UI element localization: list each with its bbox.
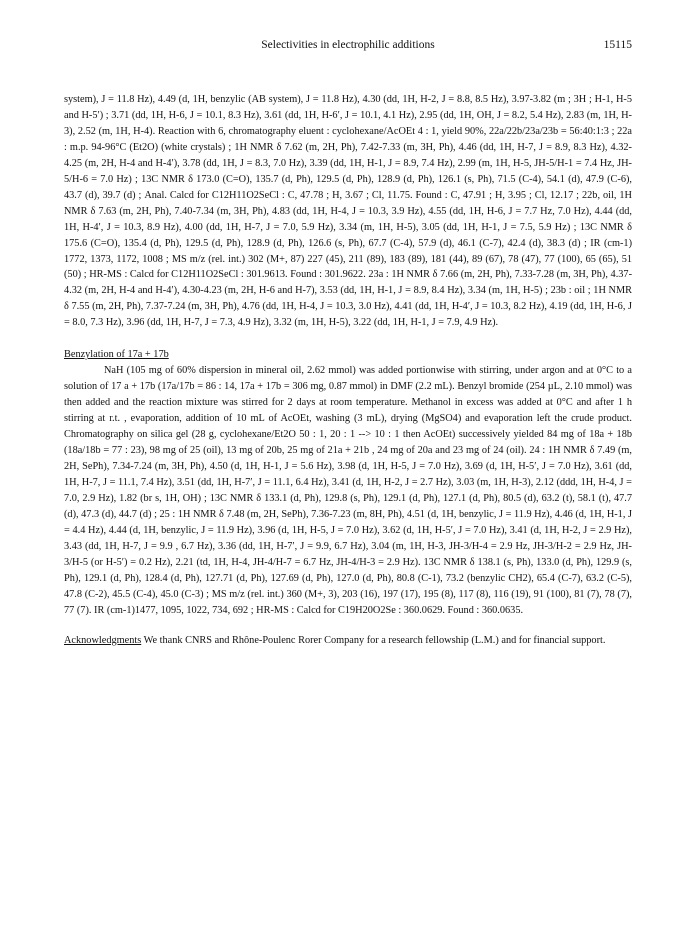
running-title: Selectivities in electrophilic additions [261,39,435,51]
running-header [64,39,632,55]
section-title: Benzylation of 17a + 17b [64,349,169,361]
experimental-paragraph-continued: system), J = 11.8 Hz), 4.49 (d, 1H, benzylic (AB system), J = 11.8 Hz), 4.30 (dd, 1H, H-2, J = 8.8, 8.5 Hz), 3.97-3.82 (m ; 3H ; H-1, H-5 and H-5′) ; 3.71 (dd, 1H, H-6, J = 10.1, 8.3 Hz), 3.61 (dd, 1H, H-6′, J = 10.1, 4.1 Hz), 2.95 (dd, 1H, OH, J = 8.2, 5.4 Hz), 2.83 (m, 1H, H-3), 2.52 (m, 1H, H-4). Reaction with 6, chromatography eluent : cyclohexane/AcOEt 4 : 1, yield 90%, 22a/22b/23a/23b = 56:40:1:3 ; 22a : m.p. 94-96°C (Et2O) (white crystals) ; 1H NMR δ 7.62 (m, 2H, Ph), 7.42-7.33 (m, 3H, Ph), 4.46 (dd, 1H, H-7, J = 8.9, 8.3 Hz), 4.32-4.25 (m, 2H, H-4 and H-4′), 3.78 (dd, 1H, J = 8.3, 7.0 Hz), 3.39 (dd, 1H, H-1, J = 8.9, 7.4 Hz), 2.99 (m, 1H, H-5, JH-5/H-1 = 7.4 Hz, JH-5/H-6 = 7.0 Hz) ; 13C NMR δ 173.0 (C=O), 135.7 (d, Ph), 129.5 (d, Ph), 128.9 (d, Ph), 126.1 (s, Ph), 71.5 (C-4), 54.1 (d), 47.9 (C-6), 43.7 (d), 39.7 (d) ; Anal. Calcd for C12H11O2SeCl : C, 47.78 ; H, 3.67 ; Cl, 11.75. Found : C, 47.91 ; H, 3.95 ; Cl, 12.17 ; 22b, oil, 1H NMR δ 7.63 (m, 2H, Ph), 7.40-7.34 (m, 3H, Ph), 4.83 (dd, 1H, H-4, J = 10.3, 3.9 Hz), 4.55 (dd, 1H, H-6, J = 7.7 Hz, 7.0 Hz), 4.44 (dd, 1H, H-4′, J = 10.3, 8.9 Hz), 4.00 (dd, 1H, H-7, J = 7.0, 5.9 Hz), 3.34 (m, 1H, H-5), 3.05 (dd, 1H, H-1, J = 7.5, 5.9 Hz) ; 13C NMR δ 175.6 (C=O), 135.4 (d, Ph), 129.5 (d, Ph), 128.9 (d, Ph), 126.6 (s, Ph), 67.7 (C-4), 57.9 (d), 46.1 (C-7), 42.4 (d), 38.3 (d) ; IR (cm-1) 1772, 1373, 1172, 1008 ; MS m/z (rel. int.) 302 (M+, 87) 227 (45), 211 (89), 183 (89), 181 (44), 89 (67), 78 (47), 77 (100), 65 (65), 51 (50) ; HR-MS : Calcd for C12H11O2SeCl : 301.9613. Found : 301.9622. 23a : 1H NMR δ 7.66 (m, 2H, Ph), 7.33-7.28 (m, 3H, Ph), 4.37-4.32 (m, 2H, H-4 and H-4′), 4.30-4.23 (m, 2H, H-6 and H-7), 3.53 (dd, 1H, H-1, J = 8.9, 8.4 Hz), 3.34 (m, 1H, H-5) ; 23b : oil ; 1H NMR δ 7.55 (m, 2H, Ph), 7.37-7.24 (m, 3H, Ph), 4.76 (dd, 1H, H-4, J = 10.3, 3.0 Hz), 4.41 (dd, 1H, H-4′, J = 10.3, 8.2 Hz), 4.19 (dd, 1H, H-6, J = 8.0, 7.3 Hz), 3.96 (dd, 1H, H-7, J = 7.3, 4.9 Hz), 3.32 (m, 1H, H-5), 3.22 (dd, 1H, H-1, J = 7.9, 4.9 Hz). [64,94,632,329]
article-body [64,92,632,648]
acknowledgments-text: We thank CNRS and Rhône-Poulenc Rorer Company for a research fellowship (L.M.) and for financial support. [141,634,606,646]
benzylation-paragraph: NaH (105 mg of 60% dispersion in mineral oil, 2.62 mmol) was added portionwise with stirring, under argon and at 0°C to a solution of 17 a + 17b (17a/17b = 86 : 14, 17a + 17b = 306 mg, 0.87 mmol) in DMF (2.2 mL). Benzyl bromide (254 µL, 2.10 mmol) was then added and the reaction mixture was stirred for 2 days at room temperature. Methanol in excess was added at 0°C and after 1 h stirring at r.t. , evaporation, addition of 10 mL of AcOEt, washing (3 mL), drying (MgSO4) and evaporation left the crude product. Chromatography on silica gel (28 g, cyclohexane/Et2O 50 : 1, 20 : 1 --> 10 : 1 then AcOEt) successively yielded 84 mg of 18a + 18b (18a/18b = 77 : 23), 98 mg of 25 (oil), 13 mg of 20b, 25 mg of 21a + 21b , 24 mg of 20a and 23 mg of 24 (oil). 24 : 1H NMR δ 7.49 (m, 2H, SePh), 7.34-7.24 (m, 3H, Ph), 4.50 (d, 1H, H-1, J = 5.6 Hz), 3.98 (d, 1H, H-5, J = 7.0 Hz), 3.69 (d, 1H, H-5′, J = 7.0 Hz), 3.61 (dd, 1H, H-7, J = 11.1, 7.4 Hz), 3.51 (dd, 1H, H-7′, J = 11.1, 6.4 Hz), 3.41 (d, 1H, H-2, J = 2.7 Hz), 3.03 (m, 1H, H-3), 2.12 (ddd, 1H, H-4, J = 7.0, 2.9 Hz), 1.82 (br s, 1H, OH) ; 13C NMR δ 133.1 (d, Ph), 129.8 (s, Ph), 129.1 (d, Ph), 127.1 (d, Ph), 80.5 (d), 63.2 (t), 58.1 (t), 47.7 (d), 47.3 (d), 44.7 (d) ; 25 : 1H NMR δ 7.48 (m, 2H, SePh), 7.36-7.23 (m, 8H, Ph), 4.51 (d, 1H, benzylic, J = 11.9 Hz), 4.46 (d, 1H, H-1, J = 4.4 Hz), 4.44 (d, 1H, benzylic, J = 11.9 Hz), 3.96 (d, 1H, H-5, J = 7.0 Hz), 3.62 (d, 1H, H-5′, J = 7.0 Hz), 3.41 (d, 1H, H-2, J = 2.9 Hz), 3.43 (dd, 1H, H-7, J = 9.9 , 6.7 Hz), 3.36 (dd, 1H, H-7′, J = 9.9, 6.7 Hz), 3.04 (m, 1H, H-3, JH-3/H-4 = 2.9 Hz, JH-3/H-2 = 2.9 Hz, JH-3/H-5 (or H-5′) = 0.2 Hz), 2.21 (td, 1H, H-4, JH-4/H-7 = 6.7 Hz, JH-4/H-3 = 2.9 Hz). 13C NMR δ 138.1 (s, Ph), 133.0 (d, Ph), 129.9 (s, Ph), 129.1 (d, Ph), 128.4 (d, Ph), 127.71 (d, Ph), 127.69 (d, Ph), 127.0 (d, Ph), 80.8 (C-1), 73.2 (benzylic CH2), 65.4 (C-7), 63.2 (C-5), 47.8 (C-2), 45.5 (C-4), 45.0 (C-3) ; MS m/z (rel. int.) 360 (M+, 3), 203 (16), 197 (17), 195 (8), 117 (8), 116 (19), 91 (100), 81 (7), 78 (7), 77 (7). IR (cm-1)1477, 1095, 1022, 734, 692 ; HR-MS : Calcd for C19H20O2Se : 360.0629. Found : 360.0635. [64,365,632,616]
acknowledgments-paragraph [64,633,632,649]
acknowledgments-heading: Acknowledgments [64,634,142,646]
section-heading [64,347,632,363]
page-number: 15115 [603,39,632,51]
